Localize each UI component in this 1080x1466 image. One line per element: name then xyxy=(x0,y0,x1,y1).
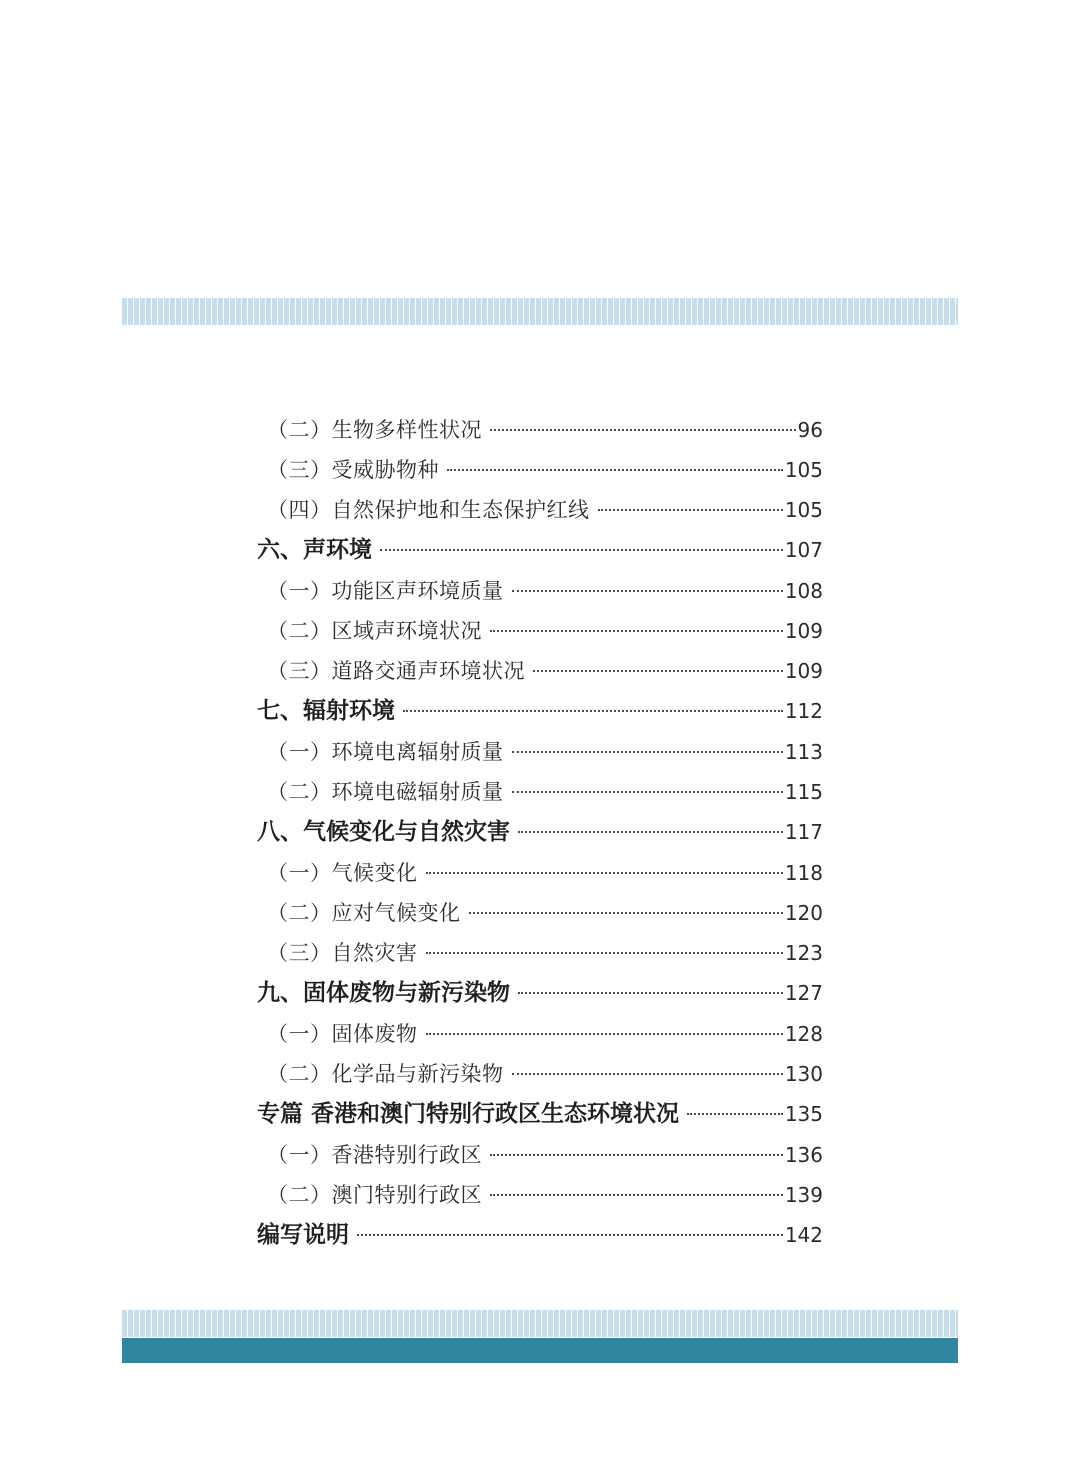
toc-chapter[interactable] xyxy=(257,812,823,853)
dot-leader xyxy=(469,912,783,914)
toc-entry[interactable] xyxy=(257,1014,823,1054)
dot-leader xyxy=(490,1154,783,1156)
toc-chapter-page: 107 xyxy=(784,538,823,562)
toc-entry-page: 120 xyxy=(784,901,823,925)
dot-leader xyxy=(533,670,783,672)
toc-chapter-label: 编写说明 xyxy=(257,1222,349,1248)
dot-leader xyxy=(687,1113,783,1115)
toc-entry-label: （二）化学品与新污染物 xyxy=(267,1062,504,1086)
toc-entry[interactable] xyxy=(257,1175,823,1215)
toc-entry-label: （三）自然灾害 xyxy=(267,941,418,965)
toc-chapter-label: 专篇 香港和澳门特别行政区生态环境状况 xyxy=(257,1101,680,1127)
footer-color-bar xyxy=(122,1338,958,1363)
decorative-grid-band-bottom xyxy=(122,1310,958,1337)
toc-chapter[interactable] xyxy=(257,691,823,732)
toc-entry-page: 108 xyxy=(784,579,823,603)
dot-leader xyxy=(447,469,783,471)
toc-entry-label: （一）气候变化 xyxy=(267,861,418,885)
toc-entry-page: 109 xyxy=(784,619,823,643)
toc-entry-page: 123 xyxy=(784,941,823,965)
toc-entry-label: （四）自然保护地和生态保护红线 xyxy=(267,498,590,522)
toc-entry-label: （一）固体废物 xyxy=(267,1022,418,1046)
toc-chapter-label: 九、固体废物与新污染物 xyxy=(257,980,510,1006)
toc-entry-page: 105 xyxy=(784,498,823,522)
toc-entry[interactable] xyxy=(257,651,823,691)
toc-entry[interactable] xyxy=(257,1054,823,1094)
toc-entry-label: （一）香港特别行政区 xyxy=(267,1143,482,1167)
toc-entry-page: 109 xyxy=(784,659,823,683)
dot-leader xyxy=(512,590,783,592)
dot-leader xyxy=(518,992,783,994)
dot-leader xyxy=(426,952,783,954)
table-of-contents xyxy=(257,410,823,1256)
toc-entry-label: （三）道路交通声环境状况 xyxy=(267,659,525,683)
toc-entry[interactable] xyxy=(257,772,823,812)
toc-entry-page: 113 xyxy=(784,740,823,764)
decorative-grid-band-top xyxy=(122,298,958,325)
toc-entry[interactable] xyxy=(257,853,823,893)
toc-chapter[interactable] xyxy=(257,1094,823,1135)
dot-leader xyxy=(490,1194,783,1196)
dot-leader xyxy=(426,1033,783,1035)
toc-entry[interactable] xyxy=(257,732,823,772)
toc-entry-label: （二）应对气候变化 xyxy=(267,901,461,925)
toc-entry-label: （一）功能区声环境质量 xyxy=(267,579,504,603)
toc-entry-page: 105 xyxy=(784,458,823,482)
toc-entry-page: 139 xyxy=(784,1183,823,1207)
toc-chapter-label: 六、声环境 xyxy=(257,537,372,563)
toc-entry[interactable] xyxy=(257,490,823,530)
toc-entry-page: 96 xyxy=(797,418,823,442)
toc-entry[interactable] xyxy=(257,893,823,933)
dot-leader xyxy=(512,751,783,753)
toc-entry-page: 136 xyxy=(784,1143,823,1167)
toc-entry-page: 118 xyxy=(784,861,823,885)
toc-entry-label: （三）受威胁物种 xyxy=(267,458,439,482)
toc-entry[interactable] xyxy=(257,1135,823,1175)
toc-entry[interactable] xyxy=(257,410,823,450)
toc-entry-label: （二）澳门特别行政区 xyxy=(267,1183,482,1207)
toc-entry-page: 128 xyxy=(784,1022,823,1046)
toc-entry-label: （二）环境电磁辐射质量 xyxy=(267,780,504,804)
toc-entry-page: 115 xyxy=(784,780,823,804)
toc-entry-label: （一）环境电离辐射质量 xyxy=(267,740,504,764)
toc-entry[interactable] xyxy=(257,450,823,490)
dot-leader xyxy=(490,630,783,632)
dot-leader xyxy=(426,872,783,874)
toc-entry[interactable] xyxy=(257,933,823,973)
toc-chapter[interactable] xyxy=(257,530,823,571)
toc-chapter-page: 112 xyxy=(784,699,823,723)
toc-chapter-page: 135 xyxy=(784,1102,823,1126)
dot-leader xyxy=(490,429,796,431)
dot-leader xyxy=(518,831,783,833)
toc-entry-label: （二）区域声环境状况 xyxy=(267,619,482,643)
dot-leader xyxy=(512,1073,783,1075)
toc-entry[interactable] xyxy=(257,571,823,611)
toc-entry[interactable] xyxy=(257,611,823,651)
toc-entry-page: 130 xyxy=(784,1062,823,1086)
toc-chapter[interactable] xyxy=(257,1215,823,1256)
toc-chapter-label: 八、气候变化与自然灾害 xyxy=(257,819,510,845)
toc-chapter[interactable] xyxy=(257,973,823,1014)
dot-leader xyxy=(512,791,783,793)
dot-leader xyxy=(380,549,783,551)
toc-chapter-page: 142 xyxy=(784,1223,823,1247)
dot-leader xyxy=(598,509,783,511)
toc-chapter-label: 七、辐射环境 xyxy=(257,698,395,724)
toc-chapter-page: 117 xyxy=(784,820,823,844)
toc-entry-label: （二）生物多样性状况 xyxy=(267,418,482,442)
dot-leader xyxy=(403,710,783,712)
dot-leader xyxy=(357,1234,783,1236)
toc-chapter-page: 127 xyxy=(784,981,823,1005)
